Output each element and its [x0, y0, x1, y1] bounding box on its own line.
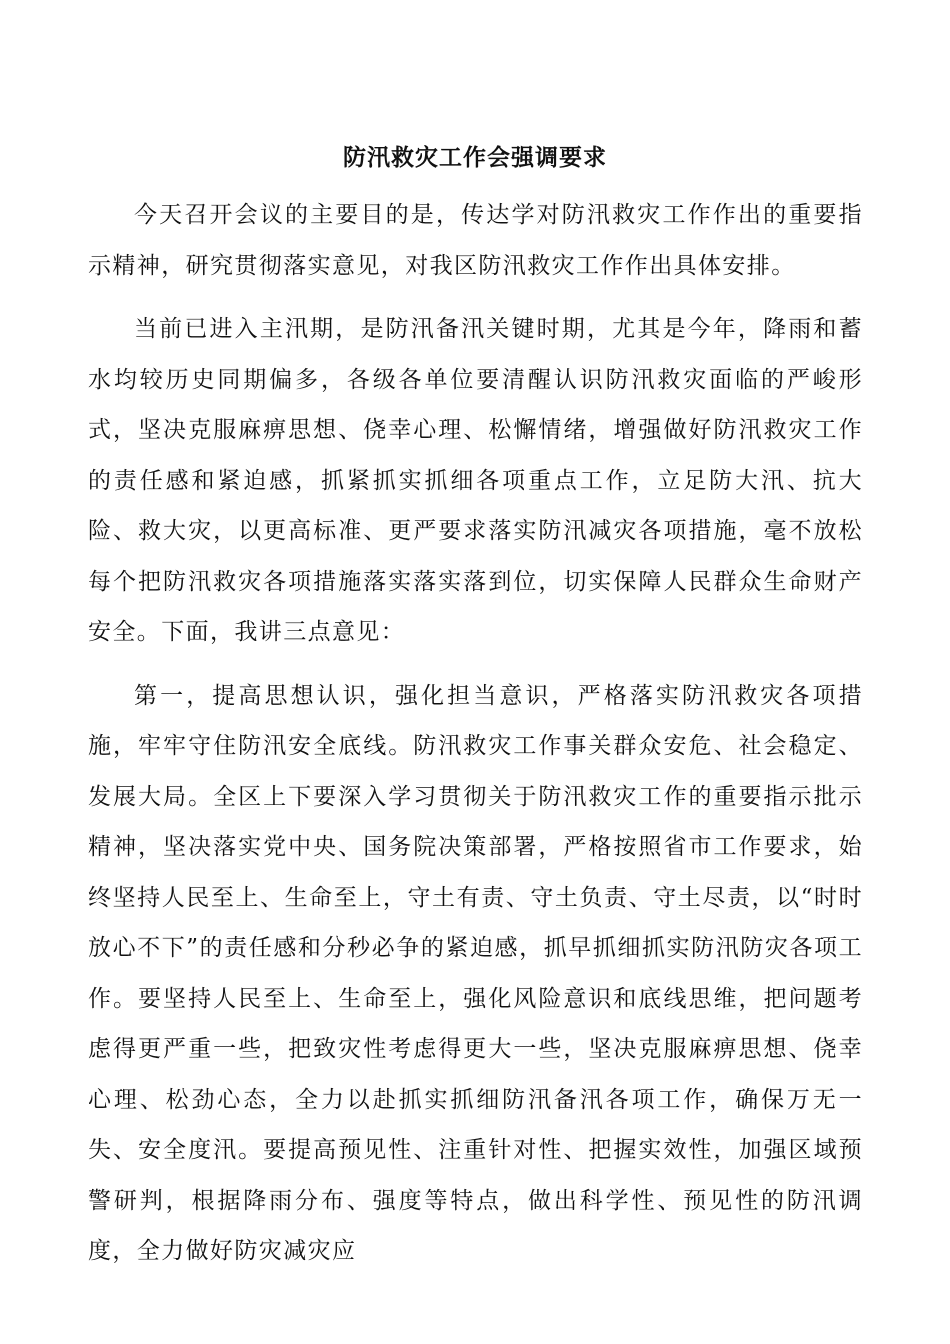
paragraph-opening: 今天召开会议的主要目的是，传达学对防汛救灾工作作出的重要指示精神，研究贯彻落实意见，对我区防汛救灾工作作出具体安排。 [88, 202, 863, 279]
paragraph-situation: 当前已进入主汛期，是防汛备汛关键时期，尤其是今年，降雨和蓄水均较历史同期偏多，各级各单位要清醒认识防汛救灾面临的严峻形式，坚决克服麻痹思想、侥幸心理、松懈情绪，增强做好防汛救灾工作的责任感和紧迫感，抓紧抓实抓细各项重点工作，立足防大汛、抗大险、救大灾，以更高标准、更严要求落实防汛减灾各项措施，毫不放松每个把防汛救灾各项措施落实落实落到位，切实保障人民群众生命财产安全。下面，我讲三点意见： [88, 316, 863, 645]
document-body [88, 190, 863, 1290]
document-title: 防汛救灾工作会强调要求 [343, 144, 607, 171]
paragraph-point-one: 第一，提高思想认识，强化担当意识，严格落实防汛救灾各项措施，牢牢守住防汛安全底线。防汛救灾工作事关群众安危、社会稳定、发展大局。全区上下要深入学习贯彻关于防汛救灾工作的重要指示批示精神，坚决落实党中央、国务院决策部署，严格按照省市工作要求，始终坚持人民至上、生命至上，守土有责、守土负责、守土尽责，以“时时放心不下”的责任感和分秒必争的紧迫感，抓早抓细抓实防汛防灾各项工作。要坚持人民至上、生命至上，强化风险意识和底线思维，把问题考虑得更严重一些，把致灾性考虑得更大一些，坚决克服麻痹思想、侥幸心理、松劲心态，全力以赴抓实抓细防汛备汛各项工作，确保万无一失、安全度汛。要提高预见性、注重针对性、把握实效性，加强区域预警研判，根据降雨分布、强度等特点，做出科学性、预见性的防汛调度，全力做好防灾减灾应 [88, 682, 863, 1264]
